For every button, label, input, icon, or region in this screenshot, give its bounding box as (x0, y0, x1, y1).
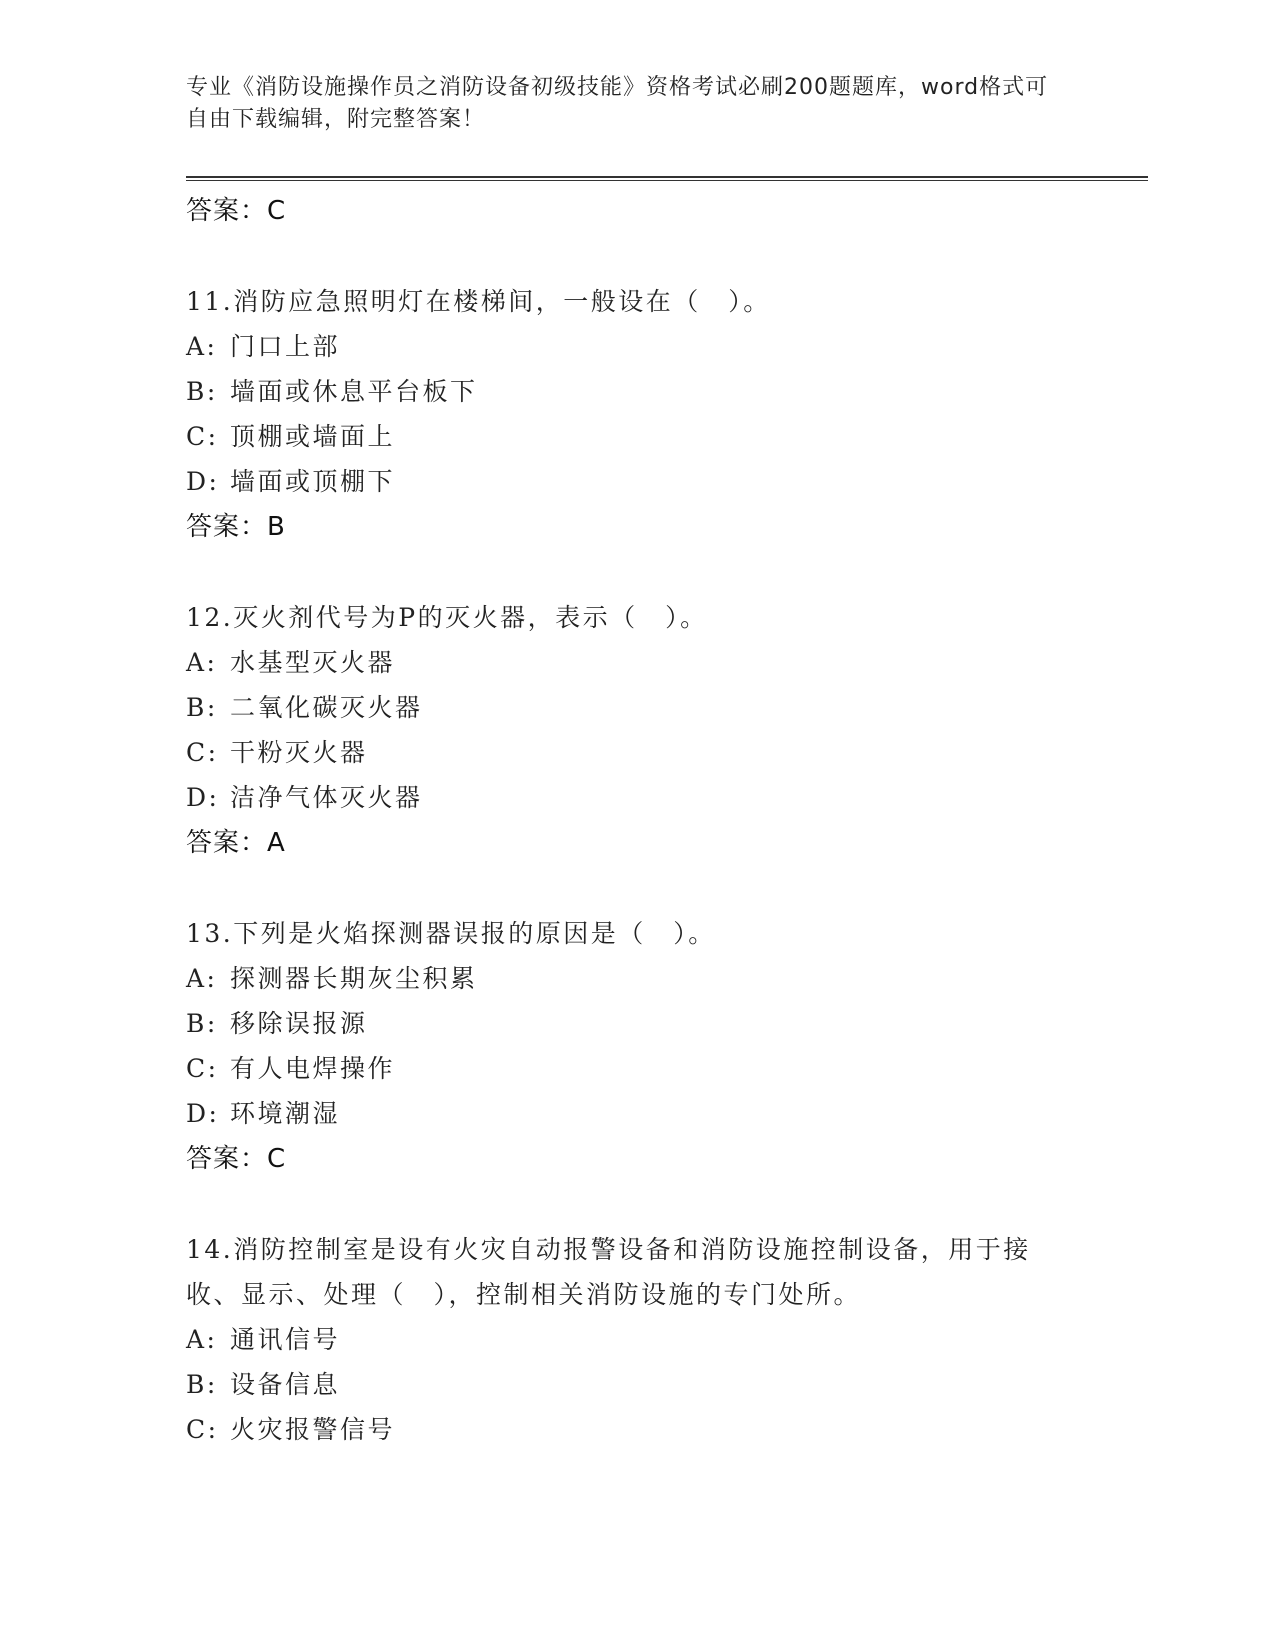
answer-value: C (267, 196, 287, 226)
option-text: 探测器长期灰尘积累 (230, 964, 478, 993)
option-key: A: (186, 332, 218, 361)
option-key: B: (186, 1370, 218, 1399)
option-text: 墙面或顶棚下 (230, 467, 396, 496)
answer-value: C (267, 1144, 287, 1174)
option-key: C: (186, 738, 219, 767)
option-c (186, 730, 1086, 775)
option-b (186, 1001, 1086, 1046)
option-a (186, 1317, 1086, 1362)
option-key: B: (186, 693, 218, 722)
option-key: D: (186, 783, 220, 812)
header-divider (186, 176, 1148, 181)
answer-line (186, 504, 1086, 550)
document-header-title: 专业《消防设施操作员之消防设备初级技能》资格考试必刷200题题库，word格式可自由下载编辑，附完整答案！ (186, 75, 1049, 132)
option-key: C: (186, 422, 219, 451)
option-text: 门口上部 (230, 332, 341, 361)
option-b (186, 369, 1086, 414)
option-text: 墙面或休息平台板下 (230, 377, 478, 406)
option-key: A: (186, 964, 218, 993)
answer-value: B (267, 512, 286, 542)
option-key: C: (186, 1054, 219, 1083)
option-key: D: (186, 1099, 220, 1128)
option-text: 环境潮湿 (230, 1099, 341, 1128)
option-text: 水基型灭火器 (230, 648, 396, 677)
answer-label: 答案： (186, 1144, 268, 1174)
option-d (186, 775, 1086, 820)
answer-line (186, 820, 1086, 866)
option-key: B: (186, 1009, 218, 1038)
option-c (186, 1407, 1086, 1452)
answer-line (186, 188, 1086, 234)
question-stem: 14.消防控制室是设有火灾自动报警设备和消防设施控制设备，用于接收、显示、处理（ ），控制相关消防设施的专门处所。 (186, 1235, 1031, 1309)
option-d (186, 1091, 1086, 1136)
option-key: B: (186, 377, 218, 406)
option-b (186, 685, 1086, 730)
option-text: 干粉灭火器 (230, 738, 368, 767)
question-list (186, 188, 1086, 1452)
answer-value: A (267, 828, 286, 858)
option-text: 设备信息 (230, 1370, 341, 1399)
option-text: 通讯信号 (230, 1325, 341, 1354)
option-text: 火灾报警信号 (230, 1415, 396, 1444)
option-text: 有人电焊操作 (230, 1054, 396, 1083)
option-c (186, 1046, 1086, 1091)
answer-label: 答案： (186, 512, 268, 542)
answer-line (186, 1136, 1086, 1182)
option-key: A: (186, 648, 218, 677)
option-b (186, 1362, 1086, 1407)
option-text: 洁净气体灭火器 (230, 783, 423, 812)
question-stem: 12.灭火剂代号为P的灭火器，表示（ ）。 (186, 603, 708, 632)
option-text: 移除误报源 (230, 1009, 368, 1038)
answer-label: 答案： (186, 196, 268, 226)
answer-label: 答案： (186, 828, 268, 858)
option-c (186, 414, 1086, 459)
question-stem: 11.消防应急照明灯在楼梯间，一般设在（ ）。 (186, 287, 771, 316)
option-a (186, 324, 1086, 369)
option-key: D: (186, 467, 220, 496)
option-text: 二氧化碳灭火器 (230, 693, 423, 722)
option-a (186, 956, 1086, 1001)
option-d (186, 459, 1086, 504)
option-key: C: (186, 1415, 219, 1444)
option-a (186, 640, 1086, 685)
option-text: 顶棚或墙面上 (230, 422, 396, 451)
question-stem: 13.下列是火焰探测器误报的原因是（ ）。 (186, 919, 716, 948)
option-key: A: (186, 1325, 218, 1354)
